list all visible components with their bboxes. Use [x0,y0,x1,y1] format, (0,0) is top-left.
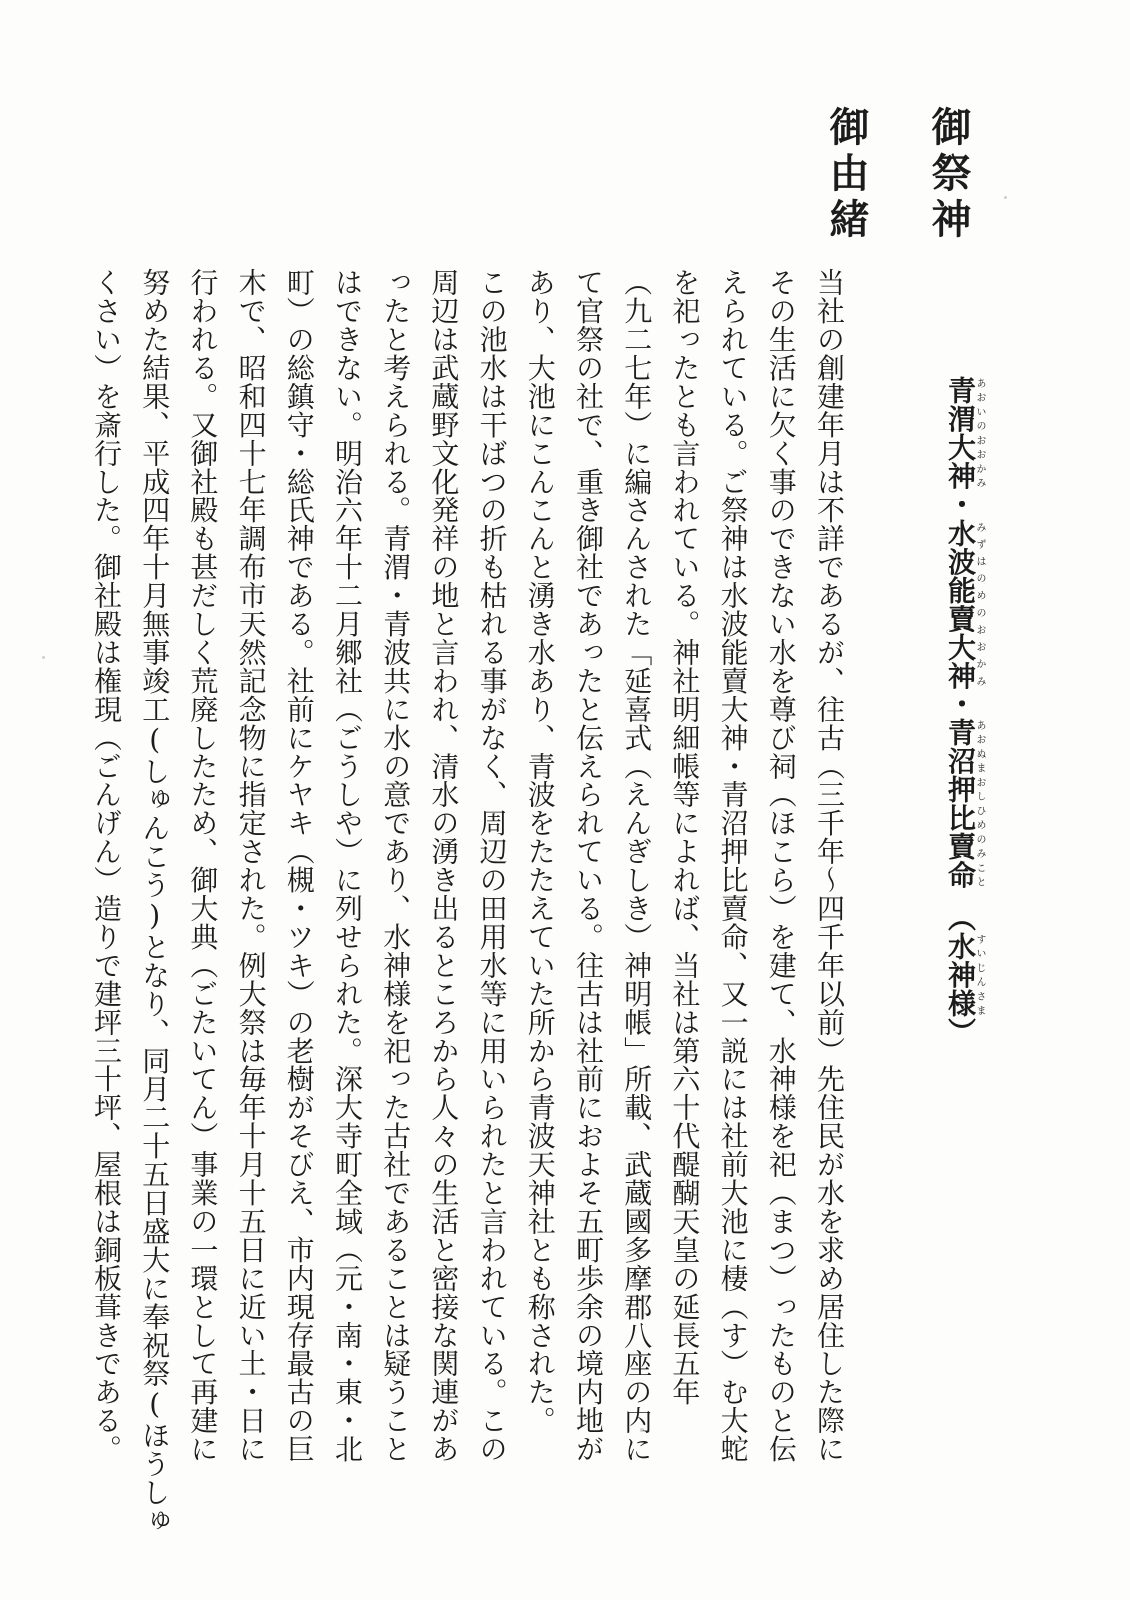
deity-name-segment: 水波能賣大神みずはのめのおおかみ [944,518,985,690]
heading-goyuisho: 御由緒 [823,106,870,244]
body-line: 当社の創建年月は不詳であるが、往古（三千年〜四千年以前）先住民が水を求め居住した際に [813,268,846,1463]
body-line: 木で、昭和四十七年調布市天然記念物に指定された。例大祭は毎年十月十五日に近い土・日に [234,268,268,1463]
body-line: 努めた結果、平成四年十月無事竣工(しゅんこう)となり、同月二十五日盛大に奉祝祭(ほうしゅ [138,268,172,1535]
furigana-reading: あおいのおおかみ [974,376,985,490]
furigana-reading: すいじんさま [974,932,985,1018]
body-line: はできない。明治六年十二月郷社（ごうしや）に列せられた。深大寺町全域（元・南・東・北 [331,268,364,1463]
body-line: くさい）を斎行した。御社殿は権現（ごんげん）造りで建坪三十坪、屋根は銅板葺きである。 [90,268,123,1463]
body-line: て官祭の社で、重き御社であったと伝えられている。往古は社前におよそ五町歩余の境内地が [572,268,605,1463]
furigana-reading: あおぬまおしひめのみこと [974,718,985,889]
deity-name-segment: （ [944,889,977,932]
deity-name-segment: ・ [944,490,977,519]
furigana-reading: みずはのめのおおかみ [974,518,985,690]
heading-gosaijin: 御祭神 [925,106,972,244]
deity-name-segment: ・ [944,689,977,718]
deity-name-segment: 青渭大神あおいのおおかみ [944,376,985,490]
deity-name-segment: 水神様すいじんさま [944,932,985,1018]
body-line: を祀ったとも言われている。神社明細帳等によれば、当社は第六十代醍醐天皇の延長五年 [668,268,702,1406]
body-line: あり、大池にこんこんと湧き水あり、青波をたたえていた所から青波天神社とも称された。 [523,268,557,1435]
paper-speck [1004,196,1007,199]
body-line: えられている。ご祭神は水波能賣大神・青沼押比賣命、又一説には社前大池に棲（す）む大蛇 [716,268,750,1463]
deity-name-segment: ） [944,1017,977,1046]
body-line: この池水は干ばつの折も枯れる事がなく、周辺の田用水等に用いられたと言われている。この [475,268,509,1463]
body-line: その生活に欠く事のできない水を尊び祠（ほこら）を建て、水神様を祀（まつ）ったものと伝 [764,268,798,1463]
paper-speck [42,656,45,659]
deity-name-segment: 青沼押比賣命あおぬまおしひめのみこと [944,718,985,889]
body-line: 町）の総鎮守・総氏神である。社前にケヤキ（槻・ツキ）の老樹がそびえ、市内現存最古の巨 [282,268,316,1463]
body-line: ったと考えられる。青渭・青波共に水の意であり、水神様を祀った古社であることは疑うこと [379,268,413,1463]
deity-names [946,376,985,1046]
body-line: 行われる。又御社殿も甚だしく荒廃したため、御大典（ごたいてん）事業の一環として再建に [186,268,220,1463]
body-line: （九二七年）に編さんされた「延喜式（えんぎしき）神明帳」所載、武蔵國多摩郡八座の内に [620,268,654,1463]
body-line: 周辺は武蔵野文化発祥の地と言われ、清水の湧き出るところから人々の生活と密接な関連があ [427,268,461,1463]
